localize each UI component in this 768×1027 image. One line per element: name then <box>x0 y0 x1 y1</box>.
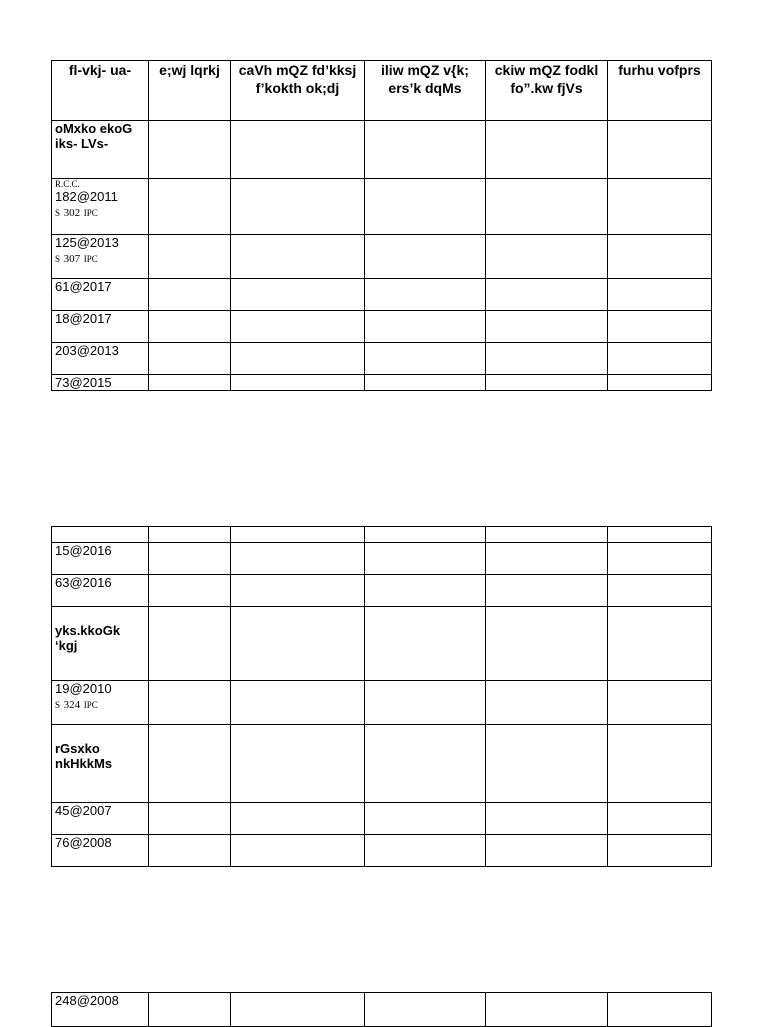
section-number: 324 <box>63 699 81 711</box>
case-cell <box>52 235 149 279</box>
case-prefix: R.C.C. <box>55 179 80 189</box>
section-heading-row <box>52 725 712 803</box>
section-s: S <box>55 208 61 218</box>
police-station-heading: oMxko ekoG iks- LVs- <box>52 121 149 179</box>
col-header-4: iliw mQZ v{k; ers’k dqMs <box>365 61 486 121</box>
col-header-1: fl-vkj- ua- <box>52 61 149 121</box>
case-table-3 <box>51 992 712 1027</box>
table-row <box>52 993 712 1027</box>
col-header-3: caVh mQZ fd’kksj f’kokth ok;dj <box>231 61 365 121</box>
case-table-1 <box>51 60 712 391</box>
section-s: S <box>55 700 61 710</box>
table-row <box>52 543 712 575</box>
section-heading-row <box>52 121 712 179</box>
section-number: 307 <box>63 253 81 265</box>
table-row <box>52 311 712 343</box>
table-row <box>52 803 712 835</box>
police-station-heading: rGsxko nkHkkMs <box>52 725 149 803</box>
table-row <box>52 279 712 311</box>
case-number: 45@2007 <box>52 803 149 835</box>
section-s: S <box>55 254 61 264</box>
case-number: 125@2013 <box>55 235 119 250</box>
section-act: IPC <box>83 208 98 218</box>
table-row <box>52 575 712 607</box>
case-number: 203@2013 <box>52 343 149 375</box>
case-cell <box>52 179 149 235</box>
table-row <box>52 179 712 235</box>
police-station-heading: yks.kkoGk ‘kgj <box>52 607 149 681</box>
case-number: 15@2016 <box>52 543 149 575</box>
col-header-2: e;wj lqrkj <box>149 61 231 121</box>
case-number: 18@2017 <box>52 311 149 343</box>
case-cell <box>52 681 149 725</box>
table-row <box>52 681 712 725</box>
case-number: 19@2010 <box>55 681 112 696</box>
section-act: IPC <box>83 254 98 264</box>
table-row <box>52 235 712 279</box>
case-number: 182@2011 <box>55 189 118 204</box>
case-number: 76@2008 <box>52 835 149 867</box>
case-number: 63@2016 <box>52 575 149 607</box>
table-row <box>52 343 712 375</box>
col-header-5: ckiw mQZ fodkl fo”.kw fjVs <box>486 61 608 121</box>
table-row <box>52 835 712 867</box>
section-act: IPC <box>83 700 98 710</box>
case-number: 73@2015 <box>52 375 149 391</box>
table-row <box>52 375 712 391</box>
header-row <box>52 61 712 121</box>
case-number: 61@2017 <box>52 279 149 311</box>
section-heading-row <box>52 607 712 681</box>
empty-row <box>52 527 712 543</box>
case-number: 248@2008 <box>52 993 149 1027</box>
case-table-2 <box>51 526 712 867</box>
section-number: 302 <box>63 207 81 219</box>
col-header-6: furhu vofprs <box>608 61 712 121</box>
